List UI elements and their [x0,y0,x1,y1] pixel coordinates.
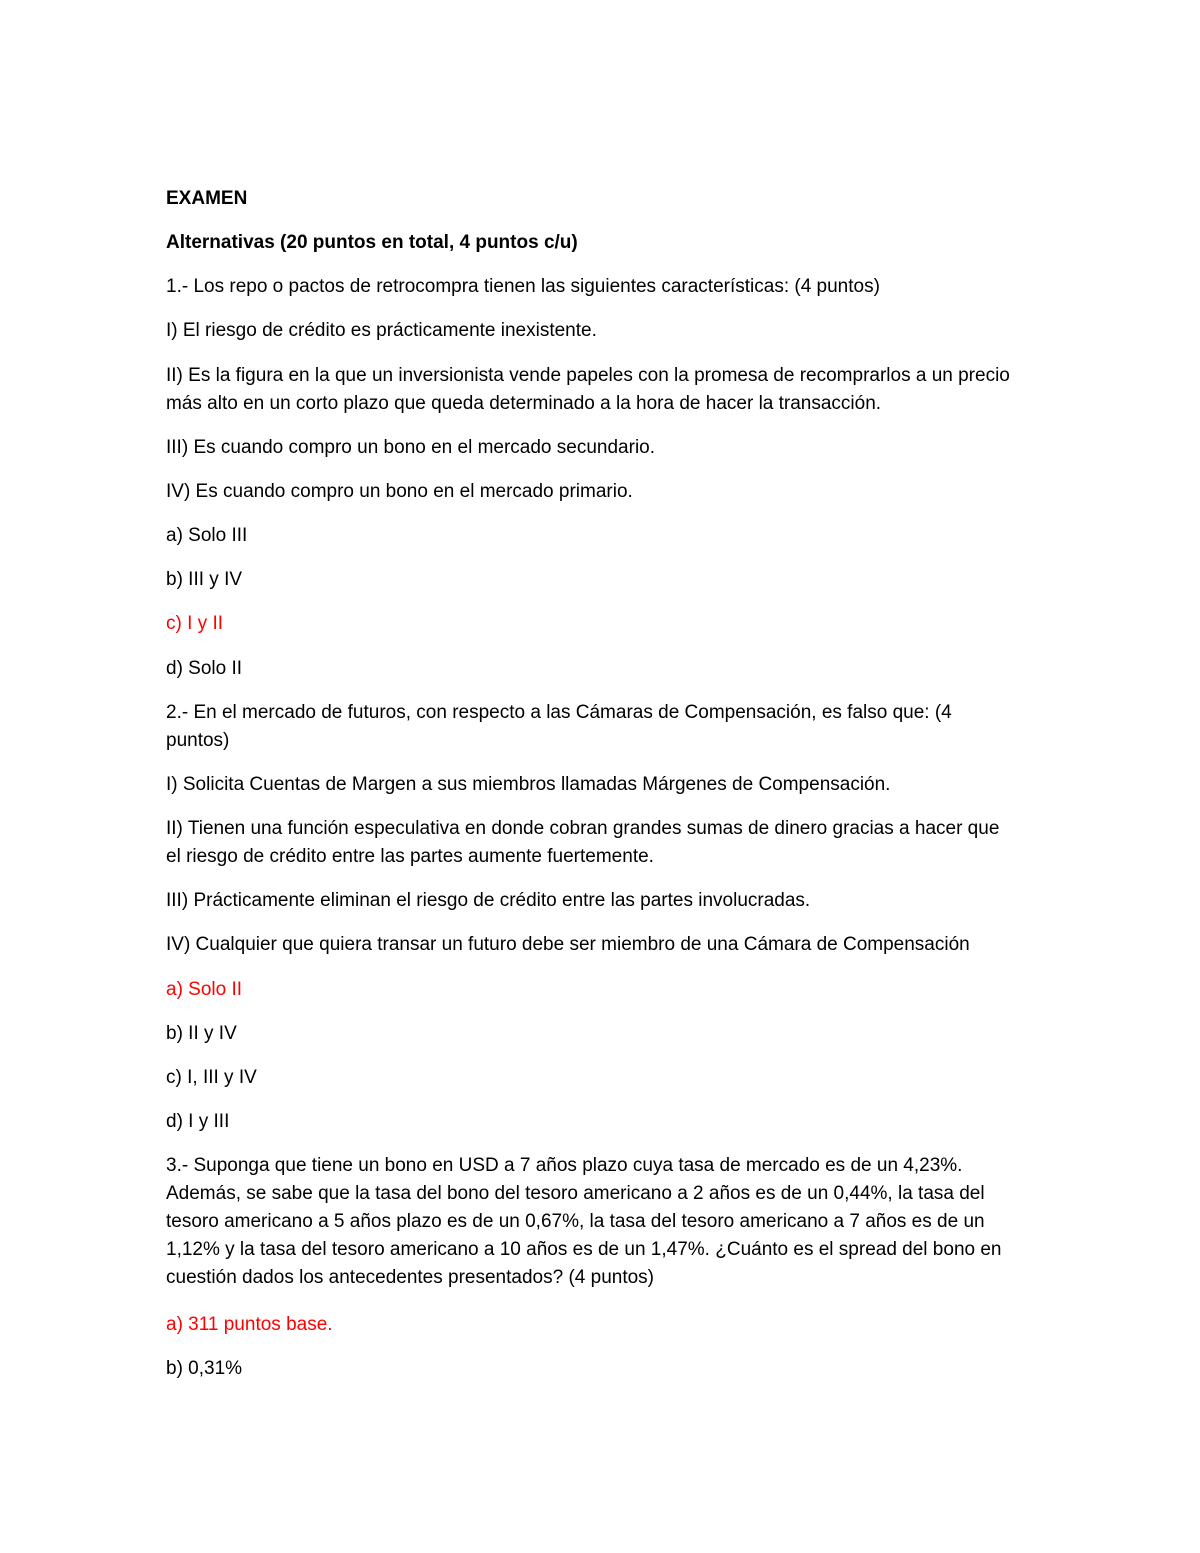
q2-statement-iii: III) Prácticamente eliminan el riesgo de crédito entre las partes involucradas. [166,890,811,911]
exam-title: EXAMEN [166,188,248,209]
q2-option-c: c) I, III y IV [166,1067,257,1088]
question-3-line3: tesoro americano a 5 años plazo es de un 0,67%, la tasa del tesoro americano a 7 años es de un [166,1211,985,1232]
q1-statement-iii: III) Es cuando compro un bono en el mercado secundario. [166,437,656,458]
q2-option-d: d) I y III [166,1111,230,1132]
q1-option-c-answer: c) I y II [166,613,223,634]
q2-statement-i: I) Solicita Cuentas de Margen a sus miembros llamadas Márgenes de Compensación. [166,774,891,795]
q1-statement-iv: IV) Es cuando compro un bono en el mercado primario. [166,481,633,502]
question-3-line4: 1,12% y la tasa del tesoro americano a 10 años es de un 1,47%. ¿Cuánto es el spread del bono en [166,1239,1002,1260]
q3-option-b: b) 0,31% [166,1358,243,1379]
q1-option-b: b) III y IV [166,569,243,590]
q1-statement-i: I) El riesgo de crédito es prácticamente inexistente. [166,320,597,341]
q3-option-a-answer: a) 311 puntos base. [166,1314,333,1335]
question-2-stem-line1: 2.- En el mercado de futuros, con respecto a las Cámaras de Compensación, es falso que: (4 [166,702,952,723]
q2-statement-iv: IV) Cualquier que quiera transar un futuro debe ser miembro de una Cámara de Compensación [166,934,970,955]
question-1-stem: 1.- Los repo o pactos de retrocompra tienen las siguientes características: (4 puntos) [166,276,880,297]
question-2-stem-line2: puntos) [166,730,230,751]
q1-option-a: a) Solo III [166,525,248,546]
q2-statement-ii-line2: el riesgo de crédito entre las partes aumente fuertemente. [166,846,654,867]
q2-option-a-answer: a) Solo II [166,979,243,1000]
question-3-line2: Además, se sabe que la tasa del bono del tesoro americano a 2 años es de un 0,44%, la tasa del [166,1183,985,1204]
section-heading: Alternativas (20 puntos en total, 4 puntos c/u) [166,232,578,253]
q2-option-b: b) II y IV [166,1023,237,1044]
q2-statement-ii-line1: II) Tienen una función especulativa en donde cobran grandes sumas de dinero gracias a hacer que [166,818,1000,839]
q1-option-d: d) Solo II [166,658,243,679]
q1-statement-ii-line1: II) Es la figura en la que un inversionista vende papeles con la promesa de recomprarlos a un precio [166,365,1010,386]
question-3-line1: 3.- Suponga que tiene un bono en USD a 7 años plazo cuya tasa de mercado es de un 4,23%. [166,1155,963,1176]
q1-statement-ii-line2: más alto en un corto plazo que queda determinado a la hora de hacer la transacción. [166,393,882,414]
question-3-line5: cuestión dados los antecedentes presentados? (4 puntos) [166,1267,654,1288]
